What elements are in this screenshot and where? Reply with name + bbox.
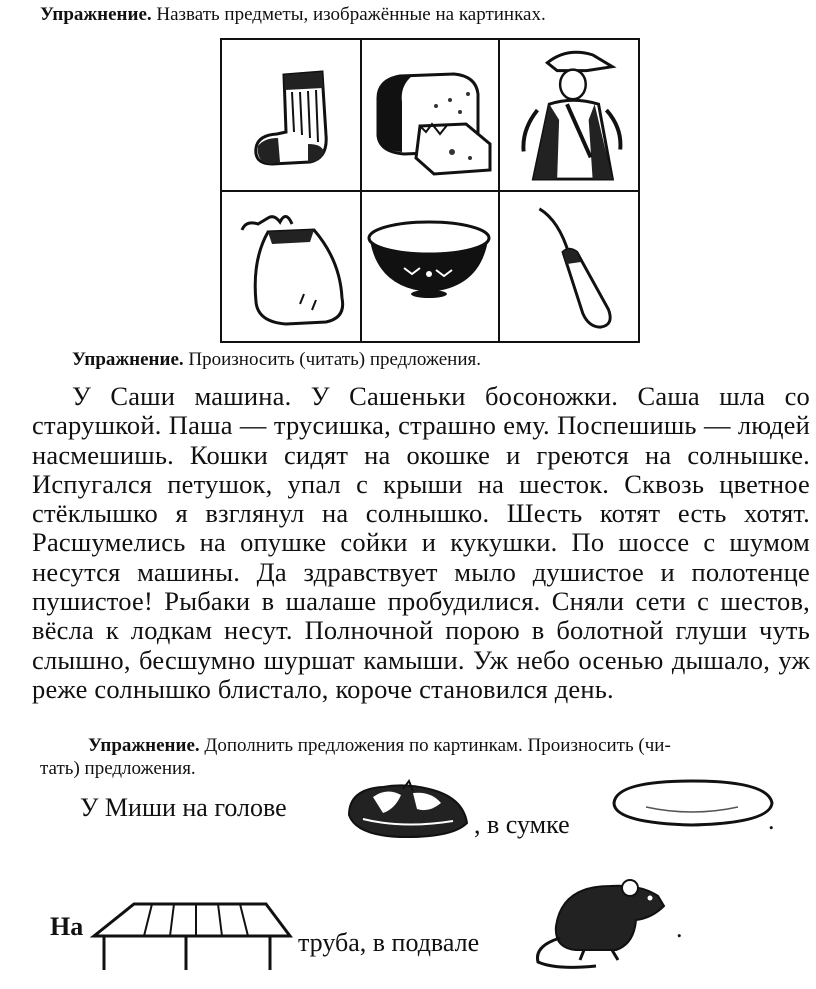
exercise2-label: Упражнение. — [72, 349, 184, 370]
exercise3-text-line2: тать) предложения. — [40, 758, 196, 779]
exercise1-title — [40, 4, 546, 26]
cheese-cell — [360, 40, 498, 190]
sentence1-middle: , в сумке — [474, 810, 570, 839]
sack-cell — [222, 190, 360, 340]
awl-cell — [498, 190, 636, 340]
reading-text — [32, 382, 810, 704]
exercise3-title — [88, 735, 671, 757]
bowl-icon — [360, 190, 498, 340]
sock-cell — [222, 40, 360, 190]
sentence2-start: На — [50, 912, 84, 941]
awl-icon — [498, 190, 636, 340]
picture-grid — [220, 38, 640, 343]
rat-icon — [526, 862, 668, 974]
bread-loaf-icon — [606, 777, 778, 829]
sentence2-end: . — [676, 914, 683, 943]
exercise3-title-continued — [40, 758, 196, 780]
fur-hat-icon — [343, 779, 473, 843]
roof-icon — [90, 896, 296, 976]
sock-icon — [222, 40, 360, 190]
exercise3-label: Упражнение. — [88, 735, 200, 756]
sentence1-start: У Миши на голове — [80, 793, 287, 822]
exercise2-text: Произносить (читать) предложения. — [188, 349, 481, 370]
sack-icon — [222, 190, 360, 340]
exercise2-title — [72, 349, 481, 371]
sentence1-end: . — [768, 806, 775, 835]
bowl-cell — [360, 190, 498, 340]
traveler-cell — [498, 40, 636, 190]
exercise3-text-line1: Дополнить предложения по картинкам. Произносить (чи- — [204, 735, 671, 756]
reading-paragraph: У Саши машина. У Сашеньки босоножки. Саша шла со старушкой. Паша — трусишка, страшно ему. Поспешишь — людей насмешишь. Кошки сидят на окошке и греются на солнышке. Испугался петушок, упал с крыши на шесток. Сквозь цветное стёклышко я взглянул на солнышко. Шесть котят есть хотят. Расшумелись на опушке сойки и кукушки. По шоссе с шумом несутся машины. Да здравствует мыло душистое и полотенце пушистое! Рыбаки в шалаше пробудилися. Сняли сети с шестов, вёсла к лодкам несут. Полночной порою в болотной глуши чуть слышно, бесшумно шуршат камыши. Уж небо осенью дышало, уж реже солнышко блистало, короче становился день. — [32, 381, 810, 704]
cheese-icon — [360, 40, 498, 190]
sentence2-middle: труба, в подвале — [298, 928, 480, 957]
exercise1-label: Упражнение. — [40, 4, 152, 25]
traveler-icon — [498, 40, 636, 190]
exercise1-text: Назвать предметы, изображённые на картинках. — [156, 4, 546, 25]
